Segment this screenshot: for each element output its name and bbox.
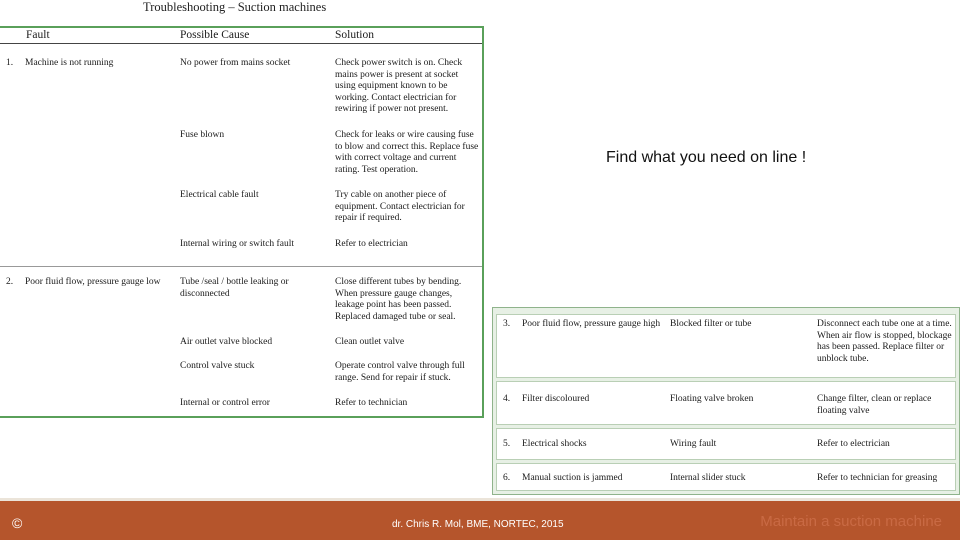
fault-cell: Machine is not running [25,58,114,68]
footer-bar [0,498,960,540]
solution-cell: Disconnect each tube one at a time. When air flow is stopped, blockage has been passed. Replace filter or unblock tube. [817,319,952,364]
solution-cell: Operate control valve through full range. Send for repair if stuck. [335,361,465,383]
author-credit: dr. Chris R. Mol, BME, NORTEC, 2015 [392,519,564,530]
table-row [496,463,956,491]
cause-cell: Internal or control error [180,398,270,408]
document-title: Troubleshooting – Suction machines [143,0,327,14]
header-fault: Fault [26,29,50,41]
fault-cell: Manual suction is jammed [522,473,623,483]
troubleshooting-table-left [0,26,484,418]
header-possible-cause: Possible Cause [180,29,250,41]
cause-cell: Control valve stuck [180,361,255,371]
solution-cell: Clean outlet valve [335,337,405,347]
solution-cell: Change filter, clean or replace floating valve [817,394,932,416]
table-row [496,428,956,460]
row-number: 3. [503,319,511,329]
fault-cell: Filter discoloured [522,394,590,404]
table-row [496,381,956,425]
cause-cell: Floating valve broken [670,394,754,404]
row-number: 4. [503,394,511,404]
tagline-text: Find what you need on line ! [606,149,807,166]
copyright-symbol: © [12,515,23,531]
table-header [0,28,482,44]
troubleshooting-table-right [492,307,960,495]
fault-cell: Electrical shocks [522,439,587,449]
cause-cell: Internal wiring or switch fault [180,239,294,249]
solution-cell: Refer to electrician [817,439,890,449]
row-number: 1. [6,58,14,68]
header-solution: Solution [335,29,374,41]
row-divider [0,266,482,267]
row-number: 5. [503,439,511,449]
solution-cell: Check power switch is on. Check mains power is present at socket using equipment known to be working. Contact electrician for rewiring if power not present. [335,58,463,114]
cause-cell: Wiring fault [670,439,717,449]
solution-cell: Close different tubes by bending. When pressure gauge changes, leakage point has been passed. Replaced damaged tube or seal. [335,277,462,322]
table-row [496,314,956,378]
fault-cell: Poor fluid flow, pressure gauge high [522,319,661,329]
fault-cell: Poor fluid flow, pressure gauge low [25,277,161,287]
slide-title-footer: Maintain a suction machine [760,513,942,530]
cause-cell: Air outlet valve blocked [180,337,273,347]
solution-cell: Refer to technician [335,398,408,408]
cause-cell: Fuse blown [180,130,225,140]
row-number: 6. [503,473,511,483]
cause-cell: Tube /seal / bottle leaking or disconnected [180,277,289,299]
solution-cell: Refer to electrician [335,239,408,249]
row-number: 2. [6,277,14,287]
cause-cell: Blocked filter or tube [670,319,752,329]
cause-cell: Internal slider stuck [670,473,746,483]
solution-cell: Try cable on another piece of equipment. Contact electrician for repair if required. [335,190,465,223]
cause-cell: No power from mains socket [180,58,291,68]
solution-cell: Refer to technician for greasing [817,473,938,483]
solution-cell: Check for leaks or wire causing fuse to blow and correct this. Replace fuse with correct voltage and current rating. Test operation. [335,130,479,175]
cause-cell: Electrical cable fault [180,190,259,200]
